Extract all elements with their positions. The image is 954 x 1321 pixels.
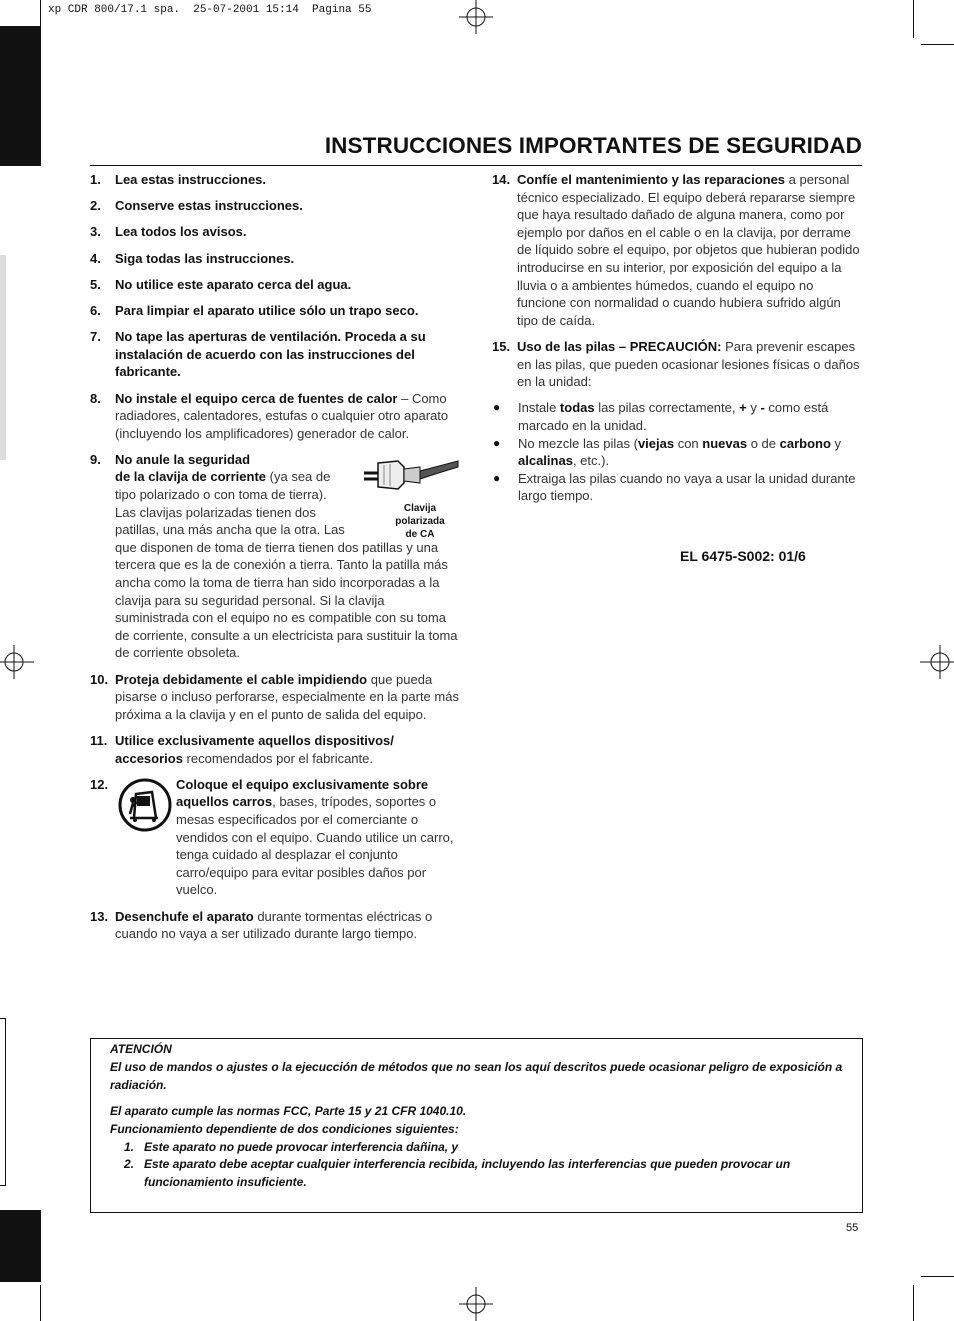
crop-mark: [921, 1276, 954, 1277]
page-number: 55: [846, 1222, 859, 1234]
registration-mark-icon: [920, 645, 954, 679]
list-item: [90, 451, 460, 662]
list-item: [492, 338, 862, 391]
item-bold: Para limpiar el aparato utilice sólo un trapo seco.: [115, 302, 419, 318]
item-number: 11.: [90, 732, 108, 748]
list-item: [90, 328, 460, 381]
bullet-icon: ●: [493, 400, 501, 415]
item-text: (ya sea de tipo polarizado o con toma de tierra).: [115, 469, 331, 503]
caption-line: de CA: [405, 529, 435, 540]
right-column: [492, 171, 862, 505]
ac-plug-icon: [360, 451, 460, 491]
warning-list-item: Este aparato no puede provocar interferencia dañina, y: [144, 1140, 459, 1154]
item-text: que pueda pisarse o incluso perforarse, especialmente en la parte más próxima a la clavija y en el punto de salida del equipo.: [115, 671, 459, 722]
bullet-icon: ●: [493, 470, 501, 485]
item-number: 9.: [90, 451, 101, 467]
item-bold: Utilice exclusivamente aquellos dispositivos/ accesorios: [115, 732, 394, 766]
list-item: [90, 171, 460, 189]
edge-tab-grey: [0, 255, 6, 460]
registration-mark-icon: [459, 1287, 493, 1321]
registration-mark-icon: [0, 645, 34, 679]
warning-paragraph: Funcionamiento dependiente de dos condiciones siguientes:: [110, 1122, 459, 1136]
item-bold: Lea todos los avisos.: [115, 224, 247, 240]
left-column: [90, 171, 460, 951]
list-item: [90, 302, 460, 320]
edge-bracket: [0, 1018, 6, 1186]
item-text: , bases, trípodes, soportes o mesas especificados por el comerciante o vendidos con el equipo. Cuando utilice un carro, tenga cuidado al desplazar el conjunto carro/equipo para evitar posibles daños por vuelco.: [176, 794, 454, 898]
cart-tip-warning-icon: [118, 778, 172, 832]
title-rule: [90, 165, 862, 166]
warning-paragraph: El aparato cumple las normas FCC, Parte 15 y 21 CFR 1040.10.: [110, 1104, 467, 1118]
list-item: [90, 390, 460, 443]
item-bold: Proteja debidamente el cable impidiendo: [115, 671, 368, 687]
list-item: [90, 908, 460, 943]
item-text: recomendados por el fabricante.: [182, 750, 373, 766]
item-number: 5.: [90, 276, 101, 292]
warning-paragraph: El uso de mandos o ajustes o la ejecucción de métodos que no sean los aquí descritos puede ocasionar peligro de exposición a radiación.: [110, 1060, 843, 1092]
item-bold: No instale el equipo cerca de fuentes de calor: [115, 390, 398, 406]
item-bold: Lea estas instrucciones.: [115, 172, 267, 187]
item-text: a personal técnico especializado. El equipo deberá repararse siempre que haya resultado dañado de alguna manera, como por ejemplo por daños en el cable o en la clavija, por derrame de líquido sobre el equipo, por objetos que hubieran podido introducirse en su interior, por exposición del equipo a la lluvia o a ambientes húmedos, cuando el equipo no funcione con normalidad o cuando hubiera sufrido algún tipo de caída.: [517, 172, 860, 328]
item-bold: Coloque el equipo exclusivamente sobre aquellos carros: [176, 776, 429, 810]
warning-box: [90, 1038, 863, 1213]
item-number: 8.: [90, 390, 101, 406]
bullet-item: ● No mezcle las pilas (viejas con nuevas o de carbono y alcalinas, etc.).: [493, 435, 842, 469]
crop-mark: [40, 1285, 41, 1321]
item-bold: Uso de las pilas – PRECAUCIÓN:: [517, 338, 722, 354]
list-item: [492, 171, 862, 329]
item-text: durante tormentas eléctricas o cuando no vaya a ser utilizado durante largo tiempo.: [115, 908, 433, 942]
list-item: [90, 671, 460, 724]
list-item: [90, 223, 460, 241]
item-bold: Confíe el mantenimiento y las reparaciones: [517, 172, 786, 187]
item-number: 10.: [90, 671, 109, 687]
list-item: [90, 197, 460, 215]
crop-mark: [921, 44, 954, 45]
item-number: 14.: [492, 172, 511, 187]
edge-tab-top: [0, 26, 41, 166]
warning-list-number: 1.: [124, 1140, 135, 1154]
item-text: – Como radiadores, calentadores, estufas o cualquier otro aparato (incluyendo los amplificadores) generador de calor.: [115, 390, 449, 441]
item-bold: Desenchufe el aparato: [115, 908, 254, 924]
item-number: 1.: [90, 172, 101, 187]
item-number: 2.: [90, 198, 101, 214]
page-title: INSTRUCCIONES IMPORTANTES DE SEGURIDAD: [324, 133, 862, 158]
item-number: 7.: [90, 329, 101, 345]
warning-heading: ATENCIÓN: [110, 1042, 172, 1056]
crop-mark: [913, 1285, 914, 1321]
list-item: [90, 776, 460, 899]
item-bold: Siga todas las instrucciones.: [115, 250, 295, 266]
caption-line: polarizada: [395, 516, 445, 527]
item-number: 13.: [90, 908, 109, 924]
item-number: 15.: [492, 338, 511, 354]
edge-tab-bottom: [0, 1210, 41, 1282]
item-number: 6.: [90, 302, 101, 318]
warning-list-number: 2.: [124, 1157, 135, 1171]
list-item: [90, 250, 460, 268]
item-text: Para prevenir escapes en las pilas, que pueden ocasionar lesiones físicas o daños en la unidad:: [517, 338, 860, 390]
list-item: [90, 276, 460, 294]
registration-mark-icon: [459, 0, 493, 34]
item-bold: Conserve estas instrucciones.: [115, 198, 303, 214]
plug-caption: [385, 502, 455, 541]
item-number: 3.: [90, 224, 101, 240]
bullet-item: ● Instale todas las pilas correctamente, + y - como está marcado en la unidad.: [493, 400, 829, 433]
item-text: Las clavijas polarizadas tienen dos patillas, una más ancha que la otra. Las que disponen de toma de tierra tienen dos patillas y una tercera que es la de conexión a tierra. Tanto la patilla más ancha como la toma de tierra han sido incorporadas a la clavija para su seguridad personal. Si la clavija suministrada con el equipo no es compatible con su toma de corriente, consulte a un electricista para sustituir la toma de corriente obsoleta.: [115, 504, 458, 661]
warning-list-item: Este aparato debe aceptar cualquier interferencia recibida, incluyendo las interferencias que pueden provocar un funcionamiento insuficiente.: [144, 1157, 791, 1189]
crop-mark: [913, 0, 914, 38]
item-bold: No anule la seguridad: [115, 451, 251, 467]
item-bold: No utilice este aparato cerca del agua.: [115, 276, 352, 292]
bullet-icon: ●: [493, 435, 501, 450]
item-number: 12.: [90, 776, 109, 792]
item-number: 4.: [90, 250, 101, 266]
document-id: EL 6475-S002: 01/6: [680, 548, 806, 564]
crop-mark: [40, 0, 41, 38]
item-bold: de la clavija de corriente: [115, 469, 267, 485]
list-item: [90, 732, 460, 767]
print-header: xp CDR 800/17.1 spa. 25-07-2001 15:14 Pagina 55: [48, 4, 372, 16]
caption-line: Clavija: [403, 503, 437, 514]
item-bold: No tape las aperturas de ventilación. Proceda a su instalación de acuerdo con las instrucciones del fabricante.: [115, 329, 426, 380]
bullet-item: ● Extraiga las pilas cuando no vaya a usar la unidad durante largo tiempo.: [493, 470, 856, 504]
